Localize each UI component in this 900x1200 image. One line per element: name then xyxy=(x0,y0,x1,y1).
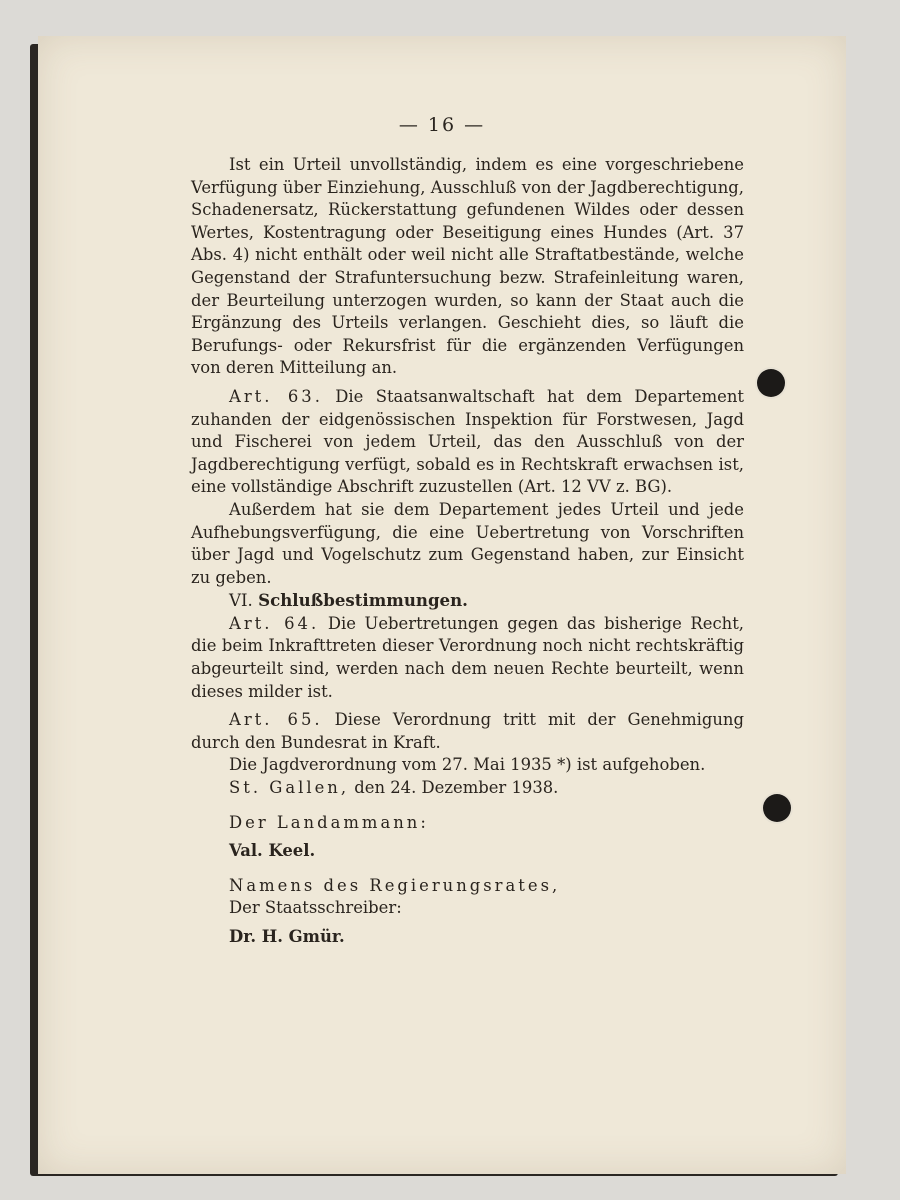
article-64-text: Die Uebertretungen gegen das bisherige Recht, die beim Inkrafttreten dieser Verordnung noch nicht rechtskräftig abgeurteilt sind, werden nach dem neuen Rechte beurteilt, wenn dieses milder ist. xyxy=(191,613,745,701)
secretary-title: Der Staatsschreiber: xyxy=(229,898,402,918)
document-page xyxy=(38,36,846,1174)
document-body xyxy=(191,154,744,949)
landammann-name: Val. Keel. xyxy=(229,841,316,861)
article-63-text: Die Staatsanwaltschaft hat dem Departement zuhanden der eidgenössischen Inspektion für Forstwesen, Jagd und Fischerei von jedem Urteil, das den Ausschluß von der Jagdberechtigung verfügt, sobald es in Rechtskraft erwachsen ist, eine vollständige Abschrift zuzustellen (Art. 12 VV z. BG). xyxy=(191,386,744,497)
section-heading xyxy=(191,589,744,613)
section-title: Schlußbestimmungen. xyxy=(258,590,468,611)
punch-hole-bottom xyxy=(763,794,791,822)
article-63-label: Art. 63. xyxy=(229,386,323,406)
place: St. Gallen, xyxy=(229,778,350,798)
article-63 xyxy=(191,386,744,499)
article-64-label: Art. 64. xyxy=(229,613,320,633)
punch-hole-top xyxy=(757,369,785,397)
council-line: Namens des Regierungsrates, xyxy=(229,875,561,895)
place-date xyxy=(191,777,744,800)
section-number: VI. xyxy=(229,591,253,611)
article-64 xyxy=(191,613,744,703)
signature-block xyxy=(191,812,744,949)
article-65 xyxy=(191,709,744,754)
landammann-title: Der Landammann: xyxy=(229,812,429,832)
article-63-paragraph-2: Außerdem hat sie dem Departement jedes Urteil und jede Aufhebungsverfügung, die eine Uebertretung von Vorschriften über Jagd und Vogelschutz zum Gegenstand haben, zur Einsicht zu geben. xyxy=(191,499,744,587)
date: den 24. Dezember 1938. xyxy=(354,778,559,798)
page-number: — 16 — xyxy=(398,114,486,136)
article-65-paragraph-2: Die Jagdverordnung vom 27. Mai 1935 *) ist aufgehoben. xyxy=(229,755,706,775)
paragraph-incomplete-judgment: Ist ein Urteil unvollständig, indem es eine vorgeschriebene Verfügung über Einziehung, Ausschluß von der Jagdberechtigung, Schadenersatz, Rückerstattung gefundenen Wildes oder dessen Wertes, Kostentragung oder Beseitigung eines Hundes (Art. 37 Abs. 4) nicht enthält oder weil nicht alle Straftatbestände, welche Gegenstand der Strafuntersuchung bezw. Strafeinleitung waren, der Beurteilung unterzogen wurden, so kann der Staat auch die Ergänzung des Urteils verlangen. Geschieht dies, so läuft die Berufungs- oder Rekursfrist für die ergänzenden Verfügungen von deren Mitteilung an. xyxy=(191,155,744,378)
secretary-name: Dr. H. Gmür. xyxy=(229,927,345,946)
article-65-text: Diese Verordnung tritt mit der Genehmigung durch den Bundesrat in Kraft. xyxy=(191,710,744,752)
article-65-label: Art. 65. xyxy=(229,710,323,730)
